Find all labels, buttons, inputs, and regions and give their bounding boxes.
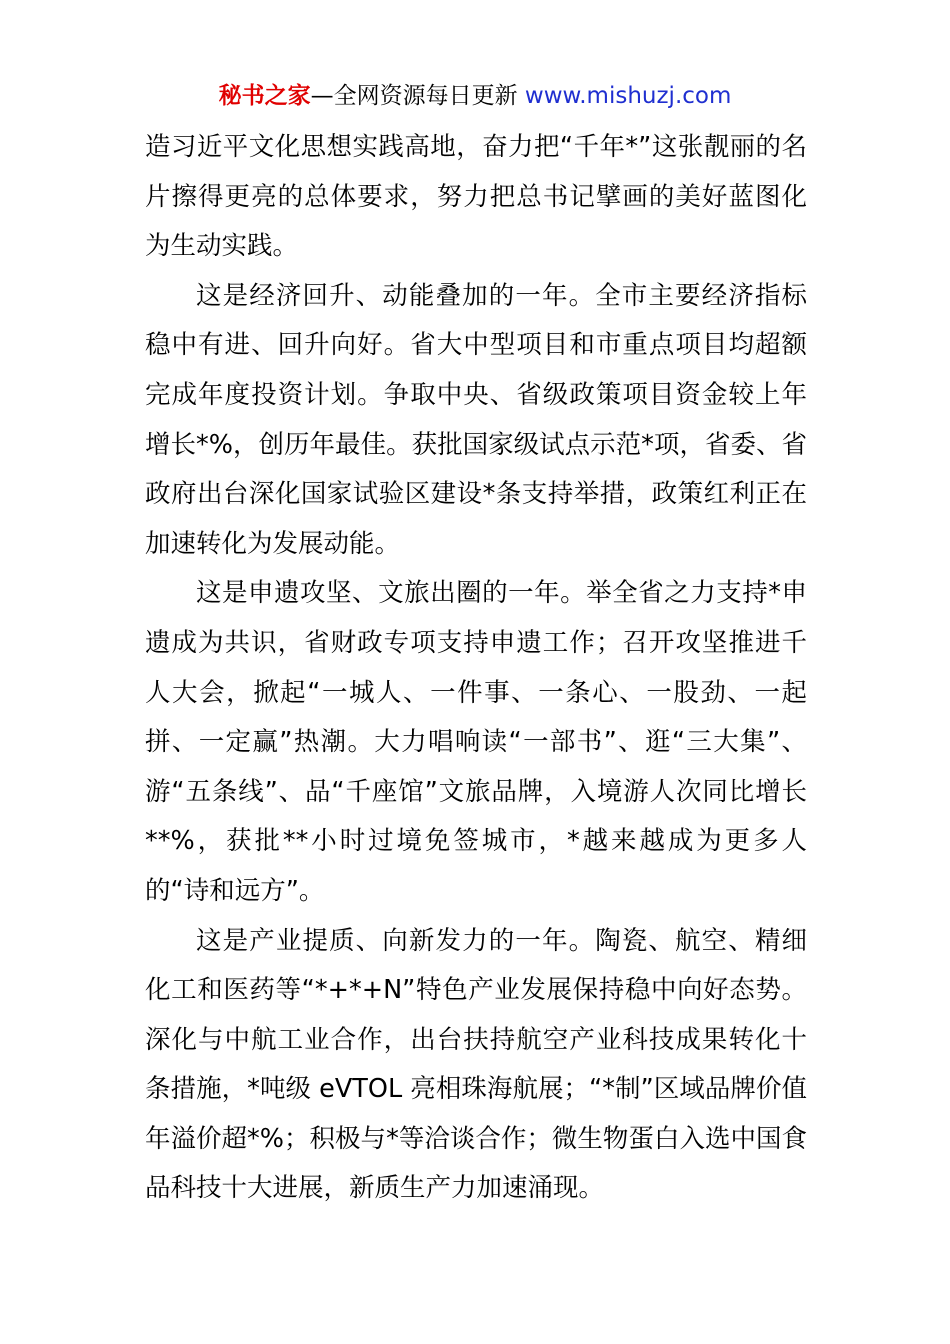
paragraph-continuation: 造习近平文化思想实践高地，奋力把“千年*”这张靓丽的名片擦得更亮的总体要求，努力把总书记擘画的美好蓝图化为生动实践。 (145, 132, 807, 262)
site-url-link[interactable]: www.mishuzj.com (524, 83, 732, 109)
brand-name: 秘书之家 (218, 83, 311, 109)
paragraph-economy: 这是经济回升、动能叠加的一年。全市主要经济指标稳中有进、回升向好。省大中型项目和市重点项目均超额完成年度投资计划。争取中央、省级政策项目资金较上年增长*%，创历年最佳。获批国家级试点示范*项，省委、省政府出台深化国家试验区建设*条支持举措，政策红利正在加速转化为发展动能。 (145, 280, 807, 559)
header-tagline: —全网资源每日更新 (310, 83, 525, 109)
paragraph-industry: 这是产业提质、向新发力的一年。陶瓷、航空、精细化工和医药等“*+*+N”特色产业发展保持稳中向好态势。深化与中航工业合作，出台扶持航空产业科技成果转化十条措施，*吨级 eVTOL 亮相珠海航展；“*制”区域品牌价值年溢价超*%；积极与*等洽谈合作；微生物蛋白入选中国食品科技十大进展，新质生产力加速涌现。 (145, 925, 807, 1204)
document-body (145, 123, 807, 1214)
page-header (0, 80, 950, 112)
paragraph-heritage-tourism: 这是申遗攻坚、文旅出圈的一年。举全省之力支持*申遗成为共识，省财政专项支持申遗工作；召开攻坚推进千人大会，掀起“一城人、一件事、一条心、一股劲、一起拼、一定赢”热潮。大力唱响读“一部书”、逛“三大集”、游“五条线”、品“千座馆”文旅品牌，入境游人次同比增长**%，获批**小时过境免签城市，*越来越成为更多人的“诗和远方”。 (145, 578, 807, 906)
